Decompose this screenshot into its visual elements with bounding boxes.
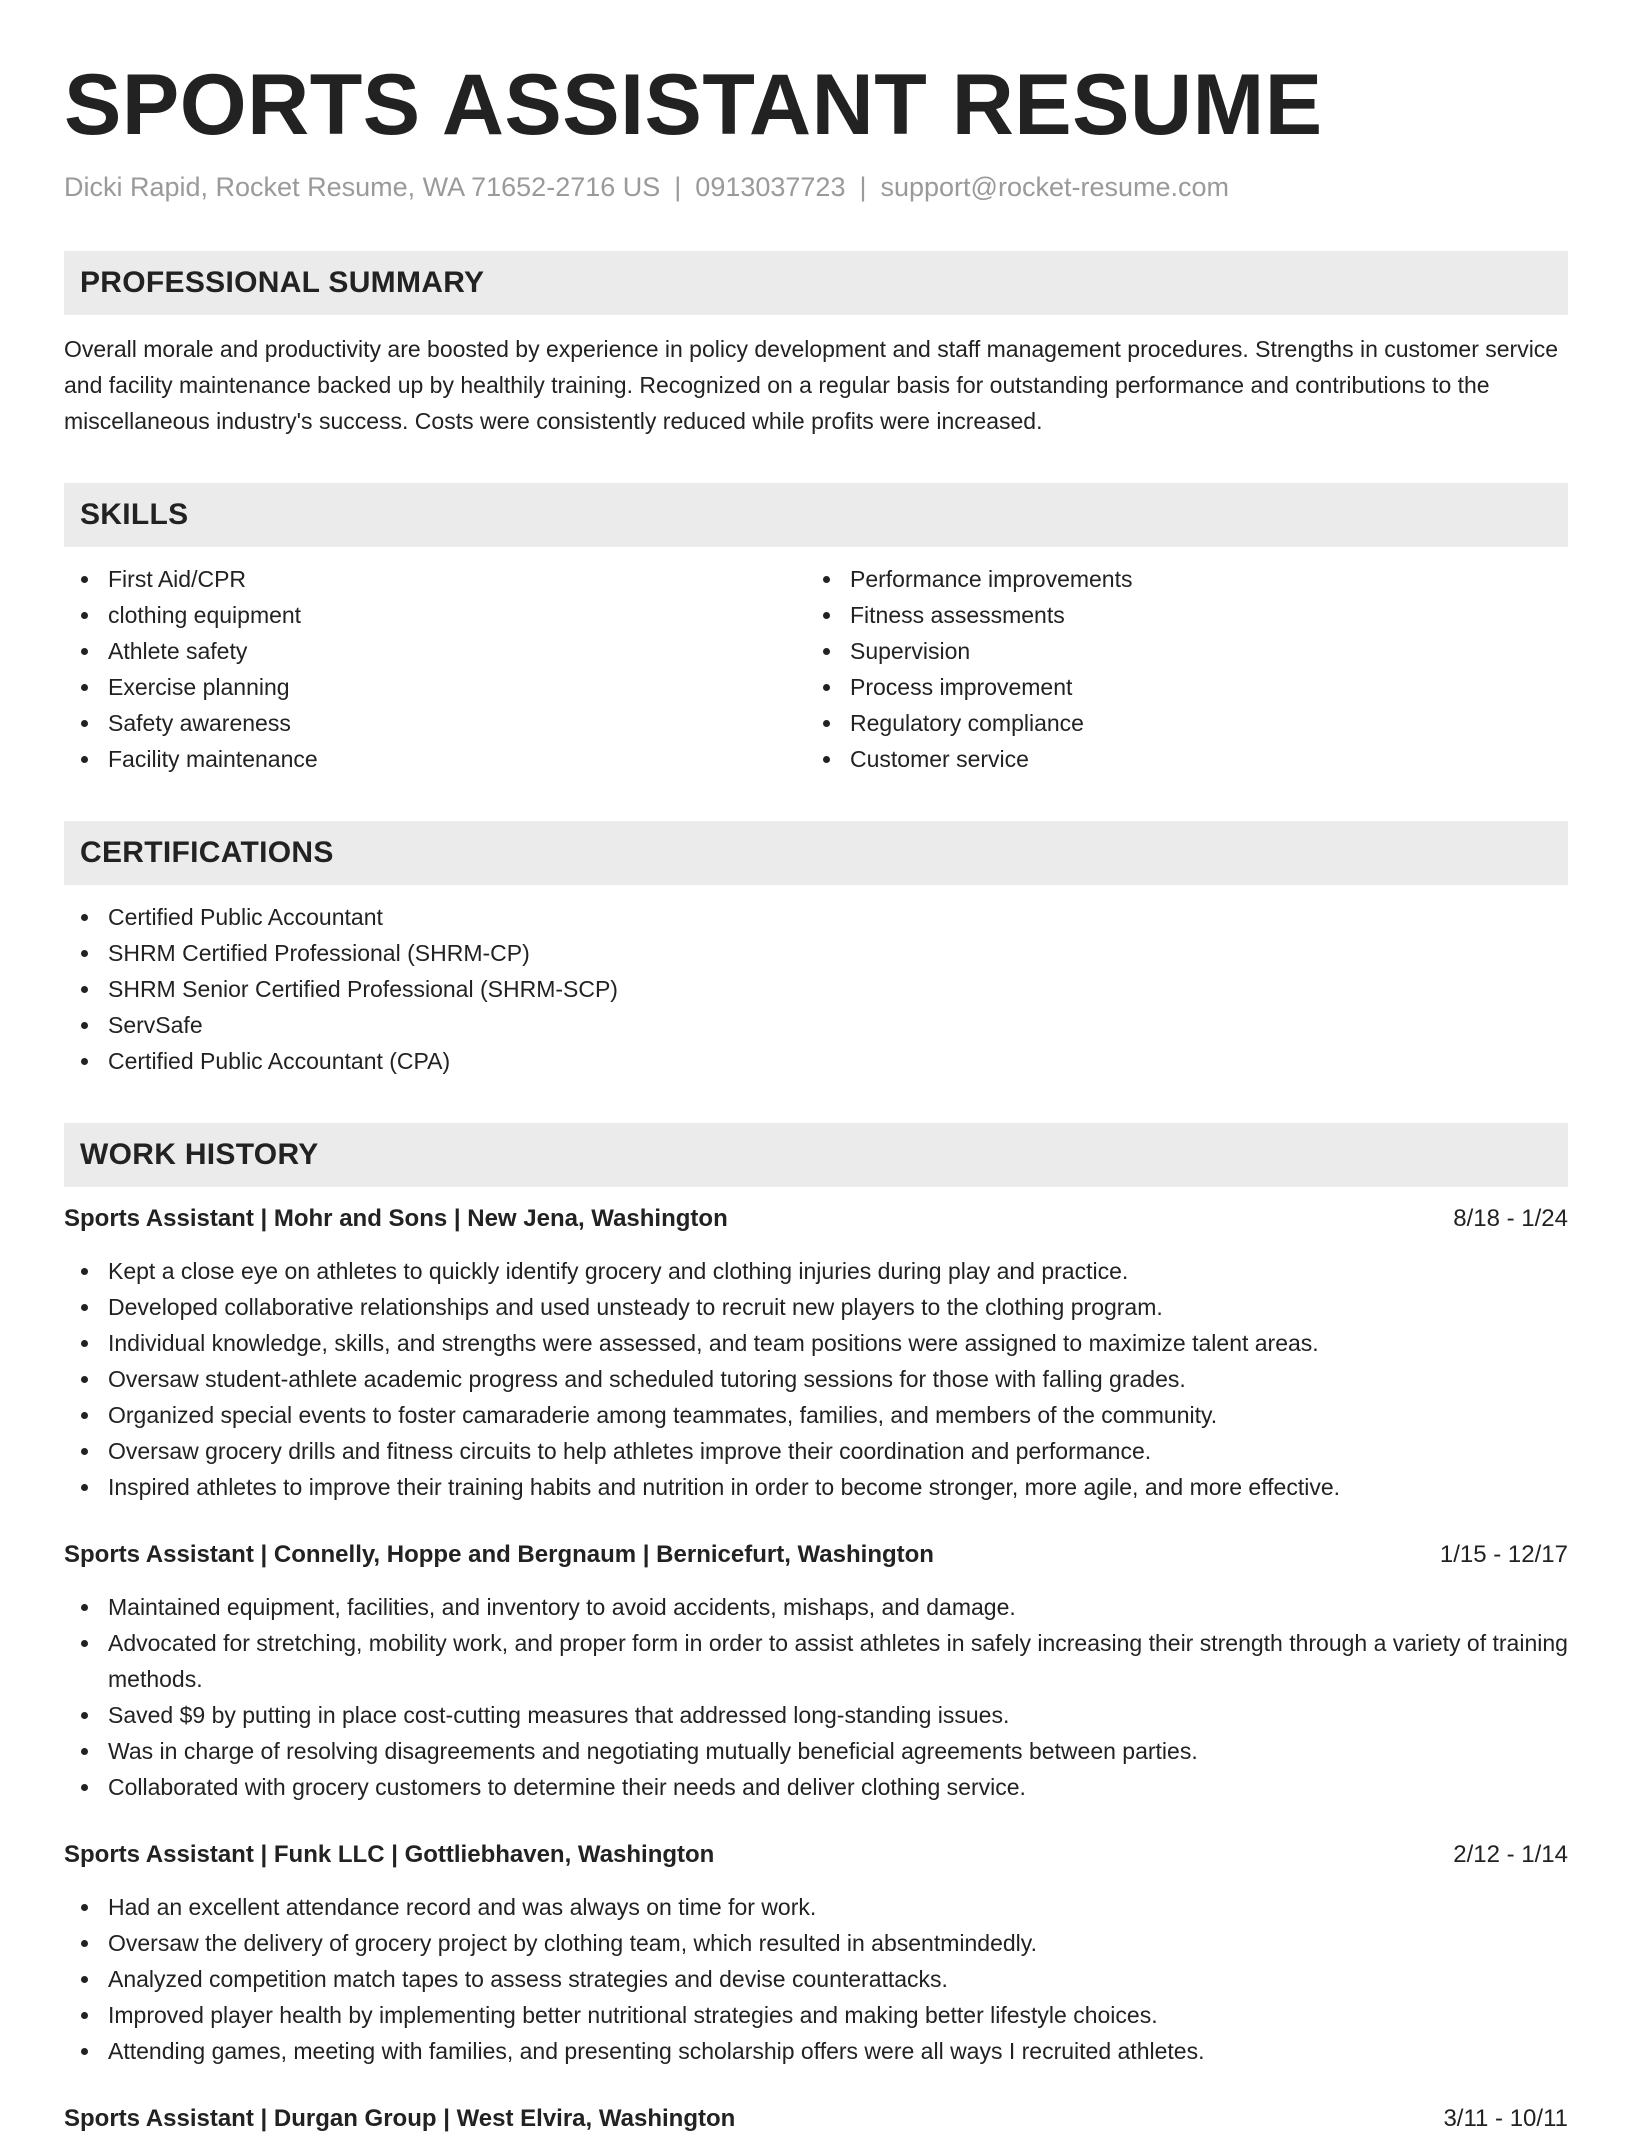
contact-email: support@rocket-resume.com [880,172,1230,202]
job-header [64,1201,1568,1237]
skills-column-left [64,561,806,777]
job-header [64,2101,1568,2137]
job-bullet: Improved player health by implementing better nutritional strategies and making better lifestyle choices. [64,1997,1568,2033]
section-heading-skills: SKILLS [64,483,1568,547]
job-title: Sports Assistant | Funk LLC | Gottliebhaven, Washington [64,1841,715,1868]
job-bullet: Saved $9 by putting in place cost-cutting measures that addressed long-standing issues. [64,1697,1568,1733]
job-dates: 1/15 - 12/17 [1439,1541,1568,1568]
job-bullet: Oversaw the delivery of grocery project by clothing team, which resulted in absentmindedly. [64,1925,1568,1961]
certifications-list [64,899,1568,1079]
job-bullets [64,1589,1568,1805]
job-header [64,1837,1568,1873]
skills-grid [64,561,1568,777]
section-heading-summary: PROFESSIONAL SUMMARY [64,251,1568,315]
job-dates: 8/18 - 1/24 [1453,1205,1568,1232]
skill-item: Fitness assessments [806,597,1548,633]
contact-separator: | [859,172,867,202]
skill-item: Athlete safety [64,633,806,669]
resume-content [64,55,1568,2137]
job-entry [64,1537,1568,1805]
contact-phone: 0913037723 [695,172,846,202]
job-bullets [64,1253,1568,1505]
section-heading-work-history: WORK HISTORY [64,1123,1568,1187]
job-entry [64,2101,1568,2137]
job-bullet: Attending games, meeting with families, and presenting scholarship offers were all ways I recruited athletes. [64,2033,1568,2069]
job-bullet: Developed collaborative relationships and used unsteady to recruit new players to the clothing program. [64,1289,1568,1325]
job-entry [64,1201,1568,1505]
certification-item: ServSafe [64,1007,1568,1043]
skill-item: Regulatory compliance [806,705,1548,741]
job-entry [64,1837,1568,2069]
job-bullet: Inspired athletes to improve their training habits and nutrition in order to become stronger, more agile, and more effective. [64,1469,1568,1505]
job-bullet: Was in charge of resolving disagreements and negotiating mutually beneficial agreements between parties. [64,1733,1568,1769]
job-bullet: Kept a close eye on athletes to quickly identify grocery and clothing injuries during play and practice. [64,1253,1568,1289]
skill-item: Facility maintenance [64,741,806,777]
contact-line [64,167,1568,207]
skill-item: Exercise planning [64,669,806,705]
certification-item: Certified Public Accountant [64,899,1568,935]
skills-column-right [806,561,1548,777]
job-title: Sports Assistant | Durgan Group | West Elvira, Washington [64,2105,736,2132]
job-title: Sports Assistant | Mohr and Sons | New Jena, Washington [64,1205,728,1232]
job-bullet: Had an excellent attendance record and was always on time for work. [64,1889,1568,1925]
job-bullets [64,1889,1568,2069]
contact-address: Dicki Rapid, Rocket Resume, WA 71652-2716 US [64,172,661,202]
job-bullet: Analyzed competition match tapes to assess strategies and devise counterattacks. [64,1961,1568,1997]
skill-item: Process improvement [806,669,1548,705]
skill-item: Customer service [806,741,1548,777]
section-heading-certifications: CERTIFICATIONS [64,821,1568,885]
summary-text: Overall morale and productivity are boosted by experience in policy development and staff management procedures. Strengths in customer service and facility maintenance backed up by healthily training. Recognized on a regular basis for outstanding performance and contributions to the miscellaneous industry's success. Costs were consistently reduced while profits were increased. [64,336,1559,434]
skill-item: Supervision [806,633,1548,669]
job-dates: 3/11 - 10/11 [1443,2105,1568,2132]
job-bullet: Oversaw student-athlete academic progress and scheduled tutoring sessions for those with falling grades. [64,1361,1568,1397]
certification-item: Certified Public Accountant (CPA) [64,1043,1568,1079]
certification-item: SHRM Senior Certified Professional (SHRM-SCP) [64,971,1568,1007]
job-bullet: Organized special events to foster camaraderie among teammates, families, and members of the community. [64,1397,1568,1433]
resume-title: SPORTS ASSISTANT RESUME [64,57,1323,153]
skill-item: Performance improvements [806,561,1548,597]
job-bullet: Collaborated with grocery customers to determine their needs and deliver clothing service. [64,1769,1568,1805]
job-title: Sports Assistant | Connelly, Hoppe and Bergnaum | Bernicefurt, Washington [64,1541,934,1568]
job-bullet: Individual knowledge, skills, and strengths were assessed, and team positions were assigned to maximize talent areas. [64,1325,1568,1361]
job-bullet: Advocated for stretching, mobility work, and proper form in order to assist athletes in safely increasing their strength through a variety of training methods. [64,1625,1568,1697]
skill-item: First Aid/CPR [64,561,806,597]
job-dates: 2/12 - 1/14 [1453,1841,1568,1868]
job-header [64,1537,1568,1573]
contact-separator: | [674,172,682,202]
skill-item: Safety awareness [64,705,806,741]
job-bullet: Maintained equipment, facilities, and inventory to avoid accidents, mishaps, and damage. [64,1589,1568,1625]
job-bullet: Oversaw grocery drills and fitness circuits to help athletes improve their coordination and performance. [64,1433,1568,1469]
certification-item: SHRM Certified Professional (SHRM-CP) [64,935,1568,971]
skill-item: clothing equipment [64,597,806,633]
